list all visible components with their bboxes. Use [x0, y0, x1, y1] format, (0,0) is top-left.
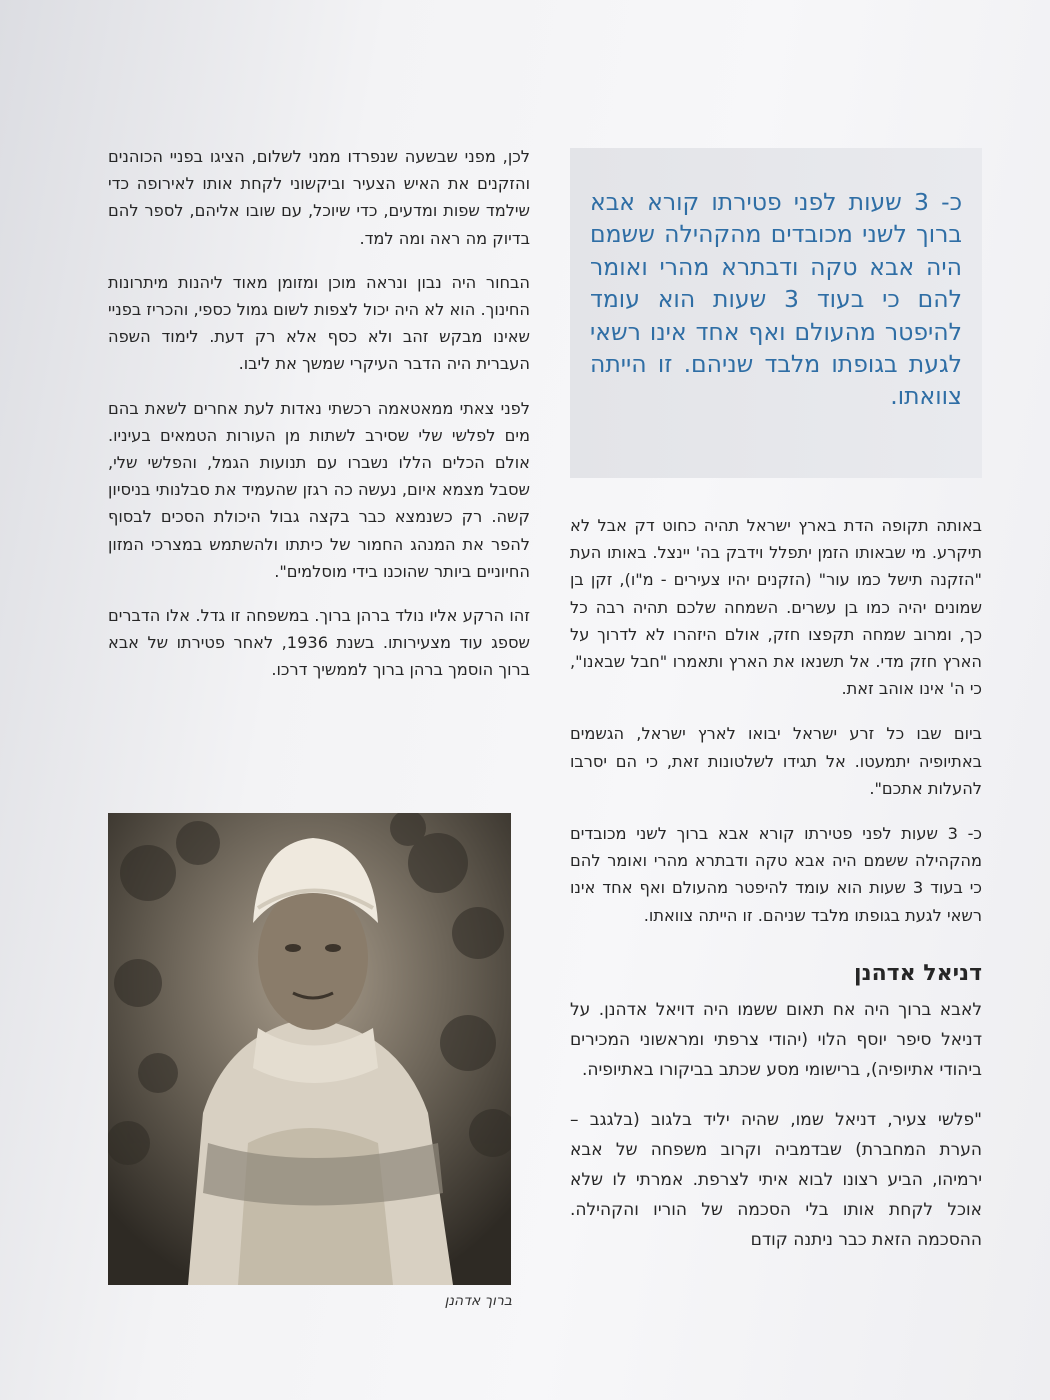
right-column-body: [570, 512, 982, 929]
paragraph: כ- 3 שעות לפני פטירתו קורא אבא ברוך לשני מכובדים מהקהילה ששמם היה אבא טקה ודבתרא מהרי ואומר להם כי בעוד 3 שעות הוא עומד להיפטר מהעולם ואף אחד אינו רשאי לגעת בגופתו מלבד שניהם. זו הייתה צוואתו.: [570, 824, 982, 925]
portrait-illustration: [108, 813, 511, 1285]
paragraph: זהו הרקע אליו נולד ברהן ברוך. במשפחה זו גדל. אלו הדברים שספג עוד מצעירותו. בשנת 1936, לאחר פטירתו של אבא ברוך הוסמך ברהן ברוך לממשיך דרכו.: [108, 606, 530, 680]
paragraph: ביום שבו כל זרע ישראל יבואו לארץ ישראל, הגשמים באתיופיה יתמעטו. אל תגידו לשלטונות זאת, כי הם יסרבו להעלות אתכם".: [570, 724, 982, 798]
paragraph: הבחור היה נבון ונראה מוכן ומזומן מאוד ליהנות מיתרונות החינוך. הוא לא היה יכול לצפות לשום גמול כספי, והכריז בפניי שאינו מבקש זהב ולא כסף אלא רק דעת. לימוד השפה העברית היה הדבר העיקרי שמשך את ליבו.: [108, 272, 530, 374]
section-heading: דניאל אדהנן: [854, 960, 982, 986]
paragraph: לפני צאתי ממאטאמה רכשתי נאדות לעת אחרים לשאת בהם מים לפלשי שלי שסירב לשתות מן העורות הטמאים בעיניו. אולם הכלים הללו נשברו עם תנועות הגמל, והפלשי שלי, שסבל מצמא איום, נעשה כה רגזן שהעמיד את סבלנותי בניסיון קשה. רק כשנמצא כבר בקצה גבול היכולת הסכים לבסוף להפר את המנהג החמור של כיתתו ולהשתמש במצרכי המזון החיוניים ביותר שהוכנו בידי מוסלמים".: [108, 398, 530, 581]
photo-caption: ברוך אדהנן: [444, 1293, 512, 1309]
portrait-photo: [108, 813, 511, 1285]
paragraph: לאבא ברוך היה אח תאום ששמו היה דויאל אדהנן. על דניאל סיפר יוסף הלוי (יהודי צרפתי ומראשוני המכירים ביהודי אתיופיה), ברישומי מסע שכתב בביקורו באתיופיה.: [570, 999, 982, 1080]
paragraph: "פלשי צעיר, דניאל שמו, שהיה יליד בלגוב (בלגגב – הערת המחברת) שבדמביה וקרוב משפחה של אבא ירמיהו, הביע רצונו לבוא איתי לצרפת. אמרתי לו שלא אוכל לקחת אותו בלי הסכמה של הוריו והקהילה. ההסכמה הזאת כבר ניתנה קודם: [570, 1109, 982, 1250]
left-column: [108, 143, 530, 684]
right-column: [570, 148, 982, 1255]
pull-quote-text: כ- 3 שעות לפני פטירתו קורא אבא ברוך לשני מכובדים מהקהילה ששמם היה אבא טקה ודבתרא מהרי ואומר להם כי בעוד 3 שעות הוא עומד להיפטר מהעולם ואף אחד אינו רשאי לגעת בגופתו מלבד שניהם. זו הייתה צוואתו.: [590, 188, 962, 411]
section-body: [570, 995, 982, 1255]
paragraph: לכן, מפני שבשעה שנפרדו ממני לשלום, הציגו בפניי הכוהנים והזקנים את האיש הצעיר וביקשוני לקחת אותו לאירופה כדי שילמד שפות ומדעים, כדי שיוכל, עם שובו אליהם, לספר להם בדיוק מה ראה ומה למד.: [108, 147, 530, 248]
pull-quote-box: [570, 148, 982, 478]
paragraph: באותה תקופה הדת בארץ ישראל תהיה כחוט דק אבל לא תיקרע. מי שבאותו הזמן יתפלל וידבק בה' יינצל. באותו העת "הזקנה תישל כמו עור" (הזקנים יהיו צעירים - מ"ו), זקן בן שמונים יהיה כמו בן עשרים. השמחה שלכם תהיה רבה כל כך, ומרוב שמחה תקפצו חזק, אולם היזהרו לא לדרוך על הארץ חזק מדי. אל תשנאו את הארץ ותאמרו "חבל שבאנו", כי ה' אינו אוהב זאת.: [570, 516, 982, 699]
